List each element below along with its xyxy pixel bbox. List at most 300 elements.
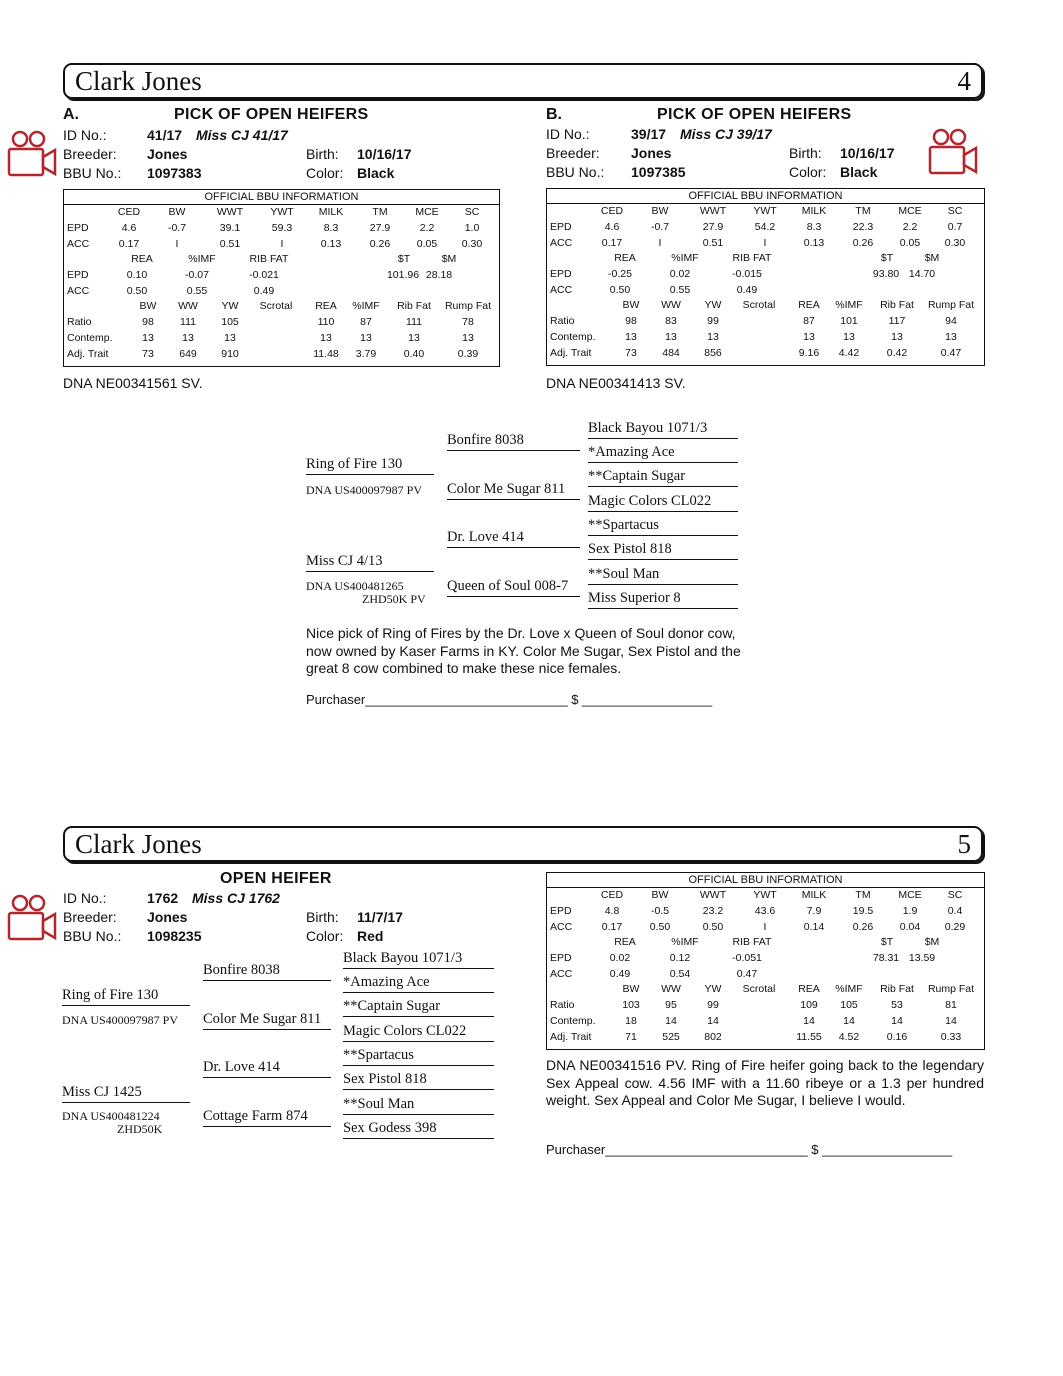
table-cell: 81	[945, 999, 957, 1011]
birth-label: Birth:	[306, 909, 339, 925]
table-cell: 4.52	[838, 1031, 860, 1043]
table-cell: 4.8	[604, 905, 620, 917]
column-header: MCE	[415, 206, 439, 218]
column-header: WWT	[216, 206, 244, 218]
table-cell: 23.2	[702, 905, 724, 917]
breeder-label: Breeder:	[546, 145, 600, 161]
table-cell: 13	[224, 332, 236, 344]
table-cell: 103	[622, 999, 640, 1011]
grandparent-1: Black Bayou 1071/3	[343, 950, 494, 969]
column-header: RIB FAT	[732, 936, 772, 948]
table-cell: 105	[221, 316, 239, 328]
column-header: REA	[798, 983, 820, 995]
birth-value: 10/16/17	[840, 145, 895, 161]
table-cell: 73	[625, 347, 637, 359]
table-cell: 0.50	[649, 921, 671, 933]
table-cell: 0.26	[369, 238, 391, 250]
row-label: Adj. Trait	[67, 348, 109, 360]
table-cell: 13	[665, 331, 677, 343]
bbu-value: 1097383	[147, 165, 202, 181]
table-cell: 14	[803, 1015, 815, 1027]
page-number: 4	[957, 66, 971, 96]
table-cell: 1.0	[464, 222, 480, 234]
bbu-table	[546, 188, 985, 366]
grandparent-3: **Captain Sugar	[343, 998, 494, 1017]
breeder-value: Jones	[147, 909, 188, 925]
table-cell: 13	[891, 331, 903, 343]
table-cell: 11.55	[796, 1031, 822, 1043]
table-cell: 14	[891, 1015, 903, 1027]
column-header: RIB FAT	[249, 253, 289, 265]
column-header: YW	[704, 299, 722, 311]
color-label: Color:	[306, 928, 344, 944]
id-label: ID No.:	[63, 890, 107, 906]
lot-title: OPEN HEIFER	[220, 870, 332, 887]
table-cell: 18	[625, 1015, 637, 1027]
consignor-name: Clark Jones	[75, 66, 202, 96]
table-cell: 14.70	[908, 268, 936, 280]
table-cell: 3.79	[355, 348, 377, 360]
column-header: MILK	[318, 206, 344, 218]
grandparent-6: Sex Pistol 818	[343, 1071, 494, 1090]
table-cell: 73	[142, 348, 154, 360]
grandparent-3: **Captain Sugar	[588, 468, 738, 487]
column-header: SC	[464, 206, 480, 218]
table-cell: 13	[462, 332, 474, 344]
table-cell: 13	[945, 331, 957, 343]
table-cell: 0.50	[609, 284, 631, 296]
column-header: WWT	[699, 889, 727, 901]
column-header: %IMF	[671, 252, 699, 264]
table-cell: -0.015	[732, 268, 762, 280]
table-cell: 4.6	[604, 221, 620, 233]
row-label: EPD	[67, 222, 89, 234]
column-header: Scrotal	[259, 300, 293, 312]
row-label: Ratio	[550, 999, 575, 1011]
table-cell: -0.021	[249, 269, 279, 281]
column-header: YW	[221, 300, 239, 312]
page-number: 5	[957, 829, 971, 859]
table-cell: -0.5	[650, 905, 670, 917]
table-cell: 0.39	[457, 348, 479, 360]
table-cell: 11.48	[313, 348, 339, 360]
table-cell: 99	[707, 315, 719, 327]
grandparent-4: Magic Colors CL022	[343, 1023, 494, 1042]
table-caption: OFFICIAL BBU INFORMATION	[547, 189, 984, 204]
table-cell: 0.12	[669, 952, 691, 964]
table-cell: 0.51	[219, 238, 241, 250]
dam-dna: DNA US400481224	[62, 1109, 160, 1123]
column-header: MCE	[898, 889, 922, 901]
column-header: YW	[704, 983, 722, 995]
table-cell: 4.6	[121, 222, 137, 234]
table-cell: 99	[707, 999, 719, 1011]
lot-title: PICK OF OPEN HEIFERS	[174, 106, 369, 123]
dam-sire: Dr. Love 414	[203, 1059, 331, 1078]
table-cell: 1.9	[902, 905, 918, 917]
dam-dna-2: ZHD50K	[117, 1122, 163, 1136]
table-cell: 0.7	[947, 221, 963, 233]
table-cell: 2.2	[902, 221, 918, 233]
row-label: Ratio	[67, 316, 92, 328]
column-header: MILK	[801, 889, 827, 901]
row-label: Contemp.	[67, 332, 113, 344]
consignor-name: Clark Jones	[75, 829, 202, 859]
column-header: SC	[947, 205, 963, 217]
column-header: $T	[880, 252, 894, 264]
column-header: REA	[614, 936, 636, 948]
row-label: Adj. Trait	[550, 1031, 592, 1043]
table-cell: I	[763, 921, 767, 933]
page-header	[63, 63, 983, 99]
id-label: ID No.:	[546, 126, 590, 142]
column-header: Rib Fat	[397, 300, 431, 312]
column-header: TM	[855, 205, 871, 217]
animal-name: Miss CJ 1762	[192, 890, 280, 906]
color-value: Black	[357, 165, 395, 181]
column-header: WW	[661, 299, 681, 311]
column-header: REA	[131, 253, 153, 265]
dam-dam: Queen of Soul 008-7	[447, 578, 580, 597]
table-cell: 13	[803, 331, 815, 343]
table-cell: -0.07	[185, 269, 209, 281]
table-cell: 13	[360, 332, 372, 344]
table-cell: 0.14	[803, 921, 825, 933]
column-header: %IMF	[352, 300, 380, 312]
grandparent-4: Magic Colors CL022	[588, 493, 738, 512]
column-header: REA	[614, 252, 636, 264]
column-header: BW	[168, 206, 186, 218]
table-cell: 649	[179, 348, 197, 360]
table-cell: 54.2	[754, 221, 776, 233]
animal-name: Miss CJ 41/17	[196, 127, 288, 143]
table-cell: 0.50	[702, 921, 724, 933]
column-header: MILK	[801, 205, 827, 217]
grandparent-8: Sex Godess 398	[343, 1120, 494, 1139]
row-label: EPD	[550, 268, 572, 280]
table-cell: 94	[945, 315, 957, 327]
dam-dna-2: ZHD50K PV	[362, 592, 426, 606]
column-header: YWT	[270, 206, 294, 218]
table-cell: 13	[843, 331, 855, 343]
grandparent-2: *Amazing Ace	[343, 974, 494, 993]
table-cell: I	[763, 237, 767, 249]
birth-label: Birth:	[789, 145, 822, 161]
table-cell: 0.42	[886, 347, 908, 359]
birth-value: 10/16/17	[357, 146, 412, 162]
row-label: EPD	[550, 221, 572, 233]
table-cell: 71	[625, 1031, 637, 1043]
table-cell: -0.7	[650, 221, 670, 233]
table-cell: 83	[665, 315, 677, 327]
video-camera-icon[interactable]	[927, 126, 979, 178]
animal-name: Miss CJ 39/17	[680, 126, 772, 142]
table-caption: OFFICIAL BBU INFORMATION	[547, 873, 984, 888]
page-header	[63, 826, 983, 862]
breeder-value: Jones	[147, 146, 188, 162]
column-header: YWT	[753, 205, 777, 217]
table-cell: 856	[704, 347, 722, 359]
table-cell: 802	[704, 1031, 722, 1043]
table-cell: 98	[142, 316, 154, 328]
table-cell: 9.16	[798, 347, 820, 359]
breeder-label: Breeder:	[63, 909, 117, 925]
sire-dam: Color Me Sugar 811	[447, 481, 580, 500]
row-label: ACC	[550, 237, 573, 249]
row-label: Contemp.	[550, 331, 596, 343]
birth-label: Birth:	[306, 146, 339, 162]
lot-description: Nice pick of Ring of Fires by the Dr. Love x Queen of Soul donor cow, now owned by Kaser Farms in KY. Color Me Sugar, Sex Pistol and the great 8 cow combined to make these nice females.	[306, 625, 741, 676]
table-cell: 0.49	[736, 284, 758, 296]
table-cell: 78.31	[872, 952, 900, 964]
dna-label: DNA NE00341413 SV.	[546, 375, 686, 391]
table-cell: 0.47	[736, 968, 758, 980]
bbu-label: BBU No.:	[546, 164, 605, 180]
table-cell: 13	[142, 332, 154, 344]
table-cell: 39.1	[219, 222, 241, 234]
row-label: EPD	[550, 905, 572, 917]
sire-sire: Bonfire 8038	[203, 962, 331, 981]
table-cell: 0.04	[899, 921, 921, 933]
row-label: ACC	[550, 968, 573, 980]
table-cell: 13	[625, 331, 637, 343]
table-cell: 78	[462, 316, 474, 328]
lot-letter: A.	[63, 106, 79, 123]
sire: Ring of Fire 130	[62, 987, 190, 1006]
table-cell: 0.30	[944, 237, 966, 249]
row-label: Adj. Trait	[550, 347, 592, 359]
row-label: Contemp.	[550, 1015, 596, 1027]
column-header: TM	[372, 206, 388, 218]
table-cell: 19.5	[852, 905, 874, 917]
table-cell: -0.7	[167, 222, 187, 234]
column-header: $T	[880, 936, 894, 948]
table-cell: 2.2	[419, 222, 435, 234]
table-cell: 0.55	[669, 284, 691, 296]
table-cell: I	[658, 237, 662, 249]
column-header: %IMF	[835, 299, 863, 311]
table-cell: 22.3	[852, 221, 874, 233]
sire-dna: DNA US400097987 PV	[62, 1013, 179, 1027]
column-header: Scrotal	[742, 299, 776, 311]
sire: Ring of Fire 130	[306, 456, 434, 475]
color-label: Color:	[306, 165, 344, 181]
table-cell: 0.51	[702, 237, 724, 249]
table-cell: 101.96	[386, 269, 420, 281]
color-value: Red	[357, 928, 384, 944]
dam-dna: DNA US400481265	[306, 579, 404, 593]
table-cell: 0.33	[940, 1031, 962, 1043]
table-cell: 117	[888, 315, 906, 327]
sire-sire: Bonfire 8038	[447, 432, 580, 451]
column-header: %IMF	[671, 936, 699, 948]
table-cell: 4.42	[838, 347, 860, 359]
table-cell: 13	[320, 332, 332, 344]
lot-description: DNA NE00341516 PV. Ring of Fire heifer going back to the legendary Sex Appeal cow. 4.56 IMF with a 11.60 ribeye or a 1.3 per hundred weight. Sex Appeal and Color Me Sugar, I believe I would.	[546, 1057, 984, 1108]
column-header: WW	[661, 983, 681, 995]
table-cell: 111	[180, 316, 196, 328]
grandparent-5: **Spartacus	[588, 517, 738, 536]
column-header: Rump Fat	[444, 300, 492, 312]
table-cell: 105	[840, 999, 858, 1011]
table-cell: 8.3	[806, 221, 822, 233]
column-header: CED	[117, 206, 141, 218]
table-cell: 525	[662, 1031, 680, 1043]
table-cell: 0.30	[461, 238, 483, 250]
color-label: Color:	[789, 164, 827, 180]
column-header: WW	[178, 300, 198, 312]
bbu-table	[63, 189, 500, 367]
dam-dam: Cottage Farm 874	[203, 1108, 331, 1127]
grandparent-7: **Soul Man	[343, 1096, 494, 1115]
sire-dna: DNA US400097987 PV	[306, 483, 423, 497]
table-cell: 910	[221, 348, 239, 360]
column-header: CED	[600, 889, 624, 901]
dam-sire: Dr. Love 414	[447, 529, 580, 548]
table-cell: 0.05	[899, 237, 921, 249]
table-cell: 27.9	[369, 222, 391, 234]
table-cell: 0.17	[118, 238, 140, 250]
table-cell: 14	[665, 1015, 677, 1027]
bbu-label: BBU No.:	[63, 928, 122, 944]
grandparent-6: Sex Pistol 818	[588, 541, 738, 560]
bbu-table	[546, 872, 985, 1050]
table-cell: 14	[945, 1015, 957, 1027]
table-cell: 0.26	[852, 921, 874, 933]
table-cell: 28.18	[425, 269, 453, 281]
column-header: BW	[651, 889, 669, 901]
column-header: %IMF	[835, 983, 863, 995]
table-cell: 0.17	[601, 921, 623, 933]
table-cell: 109	[800, 999, 818, 1011]
table-cell: -0.25	[608, 268, 632, 280]
table-cell: 101	[840, 315, 858, 327]
grandparent-8: Miss Superior 8	[588, 590, 738, 609]
table-cell: 87	[803, 315, 815, 327]
breeder-value: Jones	[631, 145, 672, 161]
column-header: $M	[924, 252, 940, 264]
column-header: $M	[924, 936, 940, 948]
color-value: Black	[840, 164, 878, 180]
dam: Miss CJ 1425	[62, 1084, 190, 1103]
grandparent-2: *Amazing Ace	[588, 444, 738, 463]
table-cell: 87	[360, 316, 372, 328]
row-label: ACC	[67, 285, 90, 297]
breeder-label: Breeder:	[63, 146, 117, 162]
grandparent-1: Black Bayou 1071/3	[588, 420, 738, 439]
id-number: 39/17	[631, 126, 667, 142]
table-cell: 13	[408, 332, 420, 344]
table-cell: 13.59	[908, 952, 936, 964]
purchaser-line[interactable]: Purchaser____________________________ $ __________________	[306, 692, 713, 707]
column-header: BW	[651, 205, 669, 217]
video-camera-icon[interactable]	[6, 128, 58, 180]
row-label: ACC	[550, 921, 573, 933]
table-cell: 0.55	[186, 285, 208, 297]
column-header: MCE	[898, 205, 922, 217]
table-cell: 93.80	[872, 268, 900, 280]
bbu-value: 1098235	[147, 928, 202, 944]
table-cell: 13	[707, 331, 719, 343]
table-cell: 0.13	[803, 237, 825, 249]
table-cell: 7.9	[806, 905, 822, 917]
table-caption: OFFICIAL BBU INFORMATION	[64, 190, 499, 205]
row-label: ACC	[67, 238, 90, 250]
bbu-value: 1097385	[631, 164, 686, 180]
column-header: Scrotal	[742, 983, 776, 995]
table-cell: 0.17	[601, 237, 623, 249]
table-cell: 111	[406, 316, 422, 328]
column-header: Rump Fat	[927, 983, 975, 995]
column-header: CED	[600, 205, 624, 217]
table-cell: I	[175, 238, 179, 250]
grandparent-5: **Spartacus	[343, 1047, 494, 1066]
column-header: $M	[441, 253, 457, 265]
sire-dam: Color Me Sugar 811	[203, 1011, 331, 1030]
column-header: REA	[315, 300, 337, 312]
table-cell: 0.02	[669, 268, 691, 280]
column-header: BW	[622, 983, 640, 995]
row-label: EPD	[550, 952, 572, 964]
id-number: 41/17	[147, 127, 183, 143]
bbu-label: BBU No.:	[63, 165, 122, 181]
table-cell: 53	[891, 999, 903, 1011]
table-cell: 0.47	[940, 347, 962, 359]
column-header: TM	[855, 889, 871, 901]
table-cell: 0.02	[609, 952, 631, 964]
video-camera-icon[interactable]	[6, 892, 58, 944]
column-header: RIB FAT	[732, 252, 772, 264]
column-header: Rib Fat	[880, 299, 914, 311]
table-cell: 27.9	[702, 221, 724, 233]
purchaser-line[interactable]: Purchaser____________________________ $ __________________	[546, 1142, 953, 1157]
table-cell: 14	[707, 1015, 719, 1027]
column-header: %IMF	[188, 253, 216, 265]
table-cell: 0.50	[126, 285, 148, 297]
table-cell: 0.05	[416, 238, 438, 250]
table-cell: 0.16	[886, 1031, 908, 1043]
table-cell: I	[280, 238, 284, 250]
id-label: ID No.:	[63, 127, 107, 143]
dna-label: DNA NE00341561 SV.	[63, 375, 203, 391]
id-number: 1762	[147, 890, 179, 906]
table-cell: -0.051	[732, 952, 762, 964]
table-cell: 14	[843, 1015, 855, 1027]
column-header: BW	[139, 300, 157, 312]
birth-value: 11/7/17	[357, 909, 403, 925]
column-header: REA	[798, 299, 820, 311]
table-cell: 43.6	[754, 905, 776, 917]
table-cell: 484	[662, 347, 680, 359]
table-cell: 0.40	[403, 348, 425, 360]
table-cell: 0.4	[947, 905, 963, 917]
table-cell: 0.13	[320, 238, 342, 250]
row-label: ACC	[550, 284, 573, 296]
lot-letter: B.	[546, 106, 562, 123]
column-header: $T	[397, 253, 411, 265]
grandparent-7: **Soul Man	[588, 566, 738, 585]
lot-title: PICK OF OPEN HEIFERS	[657, 106, 852, 123]
table-cell: 0.10	[126, 269, 148, 281]
table-cell: 98	[625, 315, 637, 327]
dam: Miss CJ 4/13	[306, 553, 434, 572]
column-header: Rib Fat	[880, 983, 914, 995]
row-label: Ratio	[550, 315, 575, 327]
column-header: BW	[622, 299, 640, 311]
column-header: WWT	[699, 205, 727, 217]
table-cell: 13	[182, 332, 194, 344]
column-header: Rump Fat	[927, 299, 975, 311]
